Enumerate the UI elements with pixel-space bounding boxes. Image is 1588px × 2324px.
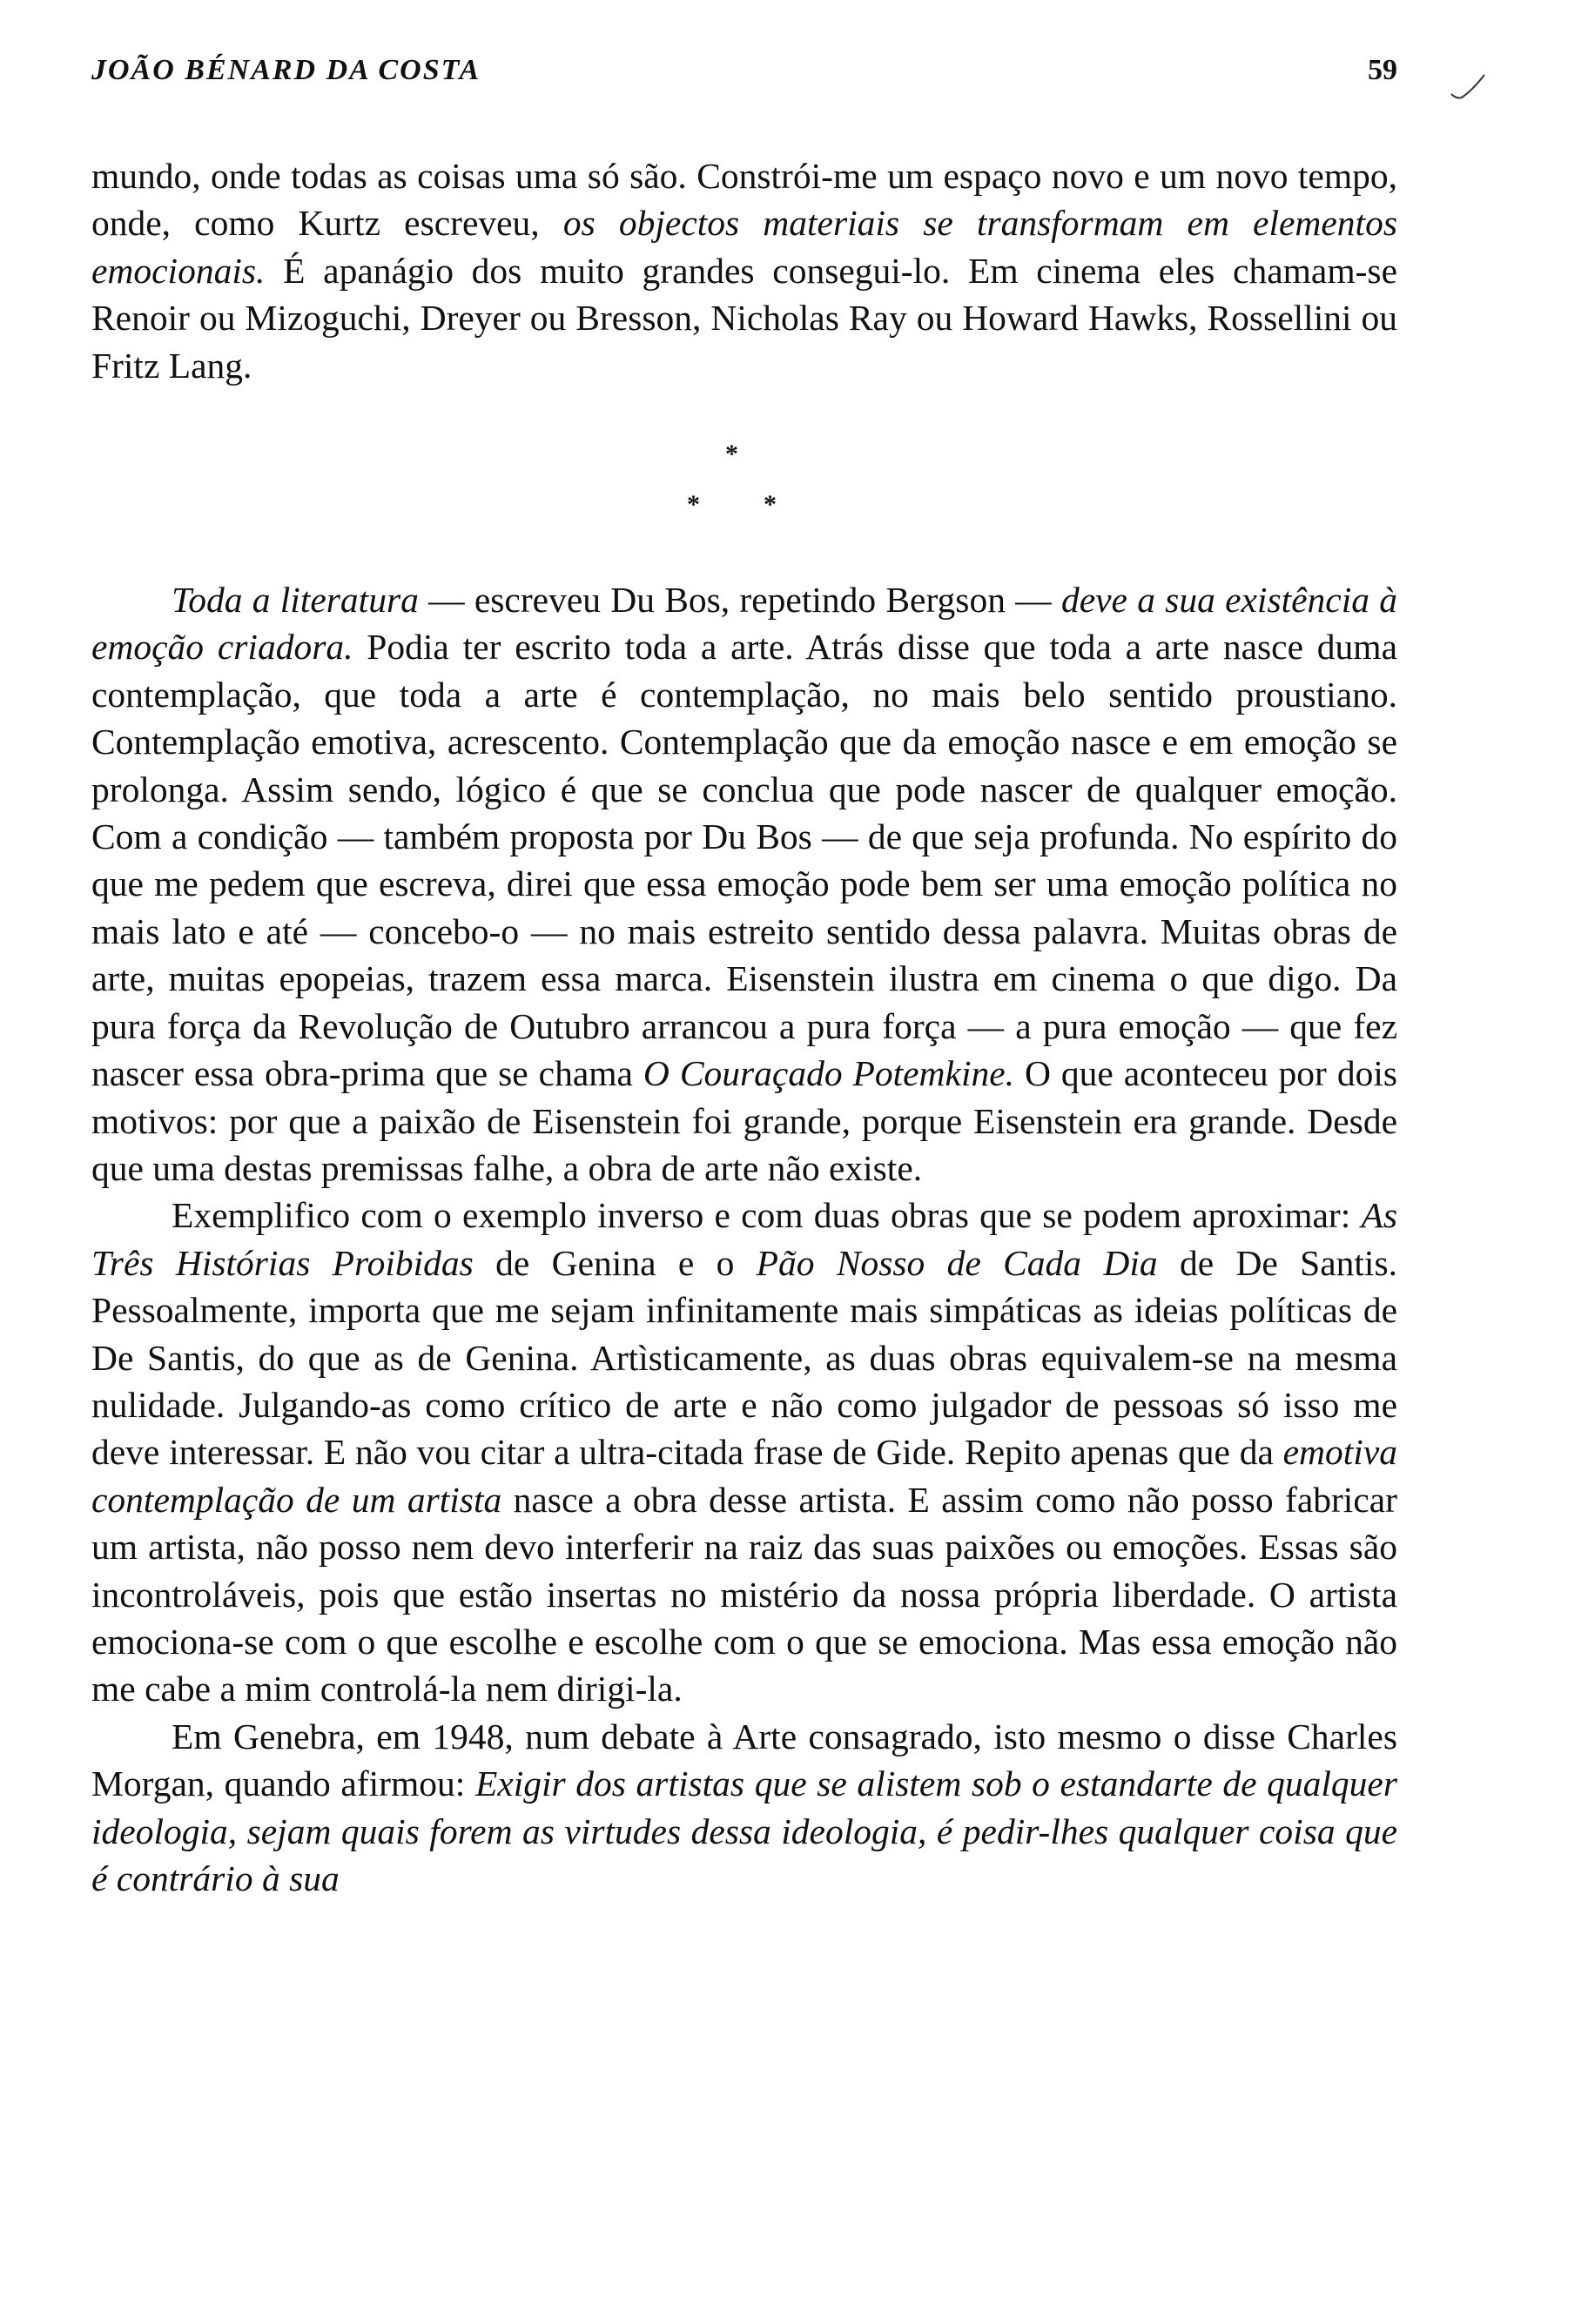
asterisk-mark: * (687, 490, 700, 520)
italic-span: Toda a literatura (172, 580, 419, 621)
paragraph-4 (91, 1713, 1397, 1903)
text-span: Podia ter escrito toda a arte. Atrás disse que toda a arte nasce duma contemplação, que toda a arte é contemplação, no mais belo sentido proustiano. Contemplação emotiva, acrescento. Contemplação que da emoção nasce e em emoção se prolonga. Assim sendo, lógico é que se conclua que pode nascer de qualquer emoção. Com a condição — também proposta por Du Bos — de que seja profunda. No espírito do que me pedem que escreva, direi que essa emoção pode bem ser uma emoção política no mais lato e até — concebo-o — no mais estreito sentido dessa palavra. Muitas obras de arte, muitas epopeias, trazem essa marca. Eisenstein ilustra em cinema o que digo. Da pura força da Revolução de Outubro arrancou a pura força — a pura emoção — que fez nascer essa obra-prima que se chama (91, 627, 1398, 1094)
italic-span: Exigir dos artistas que se alistem sob o estandarte de qualquer ideologia, sejam quais forem as virtudes dessa ideologia, é pedir-lhes qualquer coisa que é contrário à sua (91, 1763, 1397, 1898)
italic-span: os objectos materiais se transformam em elementos emocionais. (91, 203, 1397, 291)
italic-span: As Três Histórias Proibidas (91, 1195, 1397, 1283)
paragraph-1 (91, 152, 1397, 389)
paragraph-2 (91, 576, 1397, 1192)
page-number: 59 (1368, 54, 1397, 86)
text-span: mundo, onde todas as coisas uma só são. Constrói-me um espaço novo e um novo tempo, onde, como Kurtz escreveu, (91, 156, 1397, 244)
text-span: É apanágio dos muito grandes consegui-lo. Em cinema eles chamam-se Renoir ou Mizoguchi, Dreyer ou Bresson, Nicholas Ray ou Howard Hawks, Rossellini ou Fritz Lang. (91, 250, 1397, 386)
text-span: de Genina e o (473, 1242, 757, 1283)
asterisk-mark: * (725, 440, 738, 469)
italic-span: Pão Nosso de Cada Dia (756, 1242, 1158, 1283)
italic-span: deve a sua existência à emoção criadora. (91, 580, 1397, 668)
text-span: Exemplifico com o exemplo inverso e com duas obras que se podem aproximar: (172, 1195, 1362, 1236)
pencil-tick-mark (1450, 71, 1486, 101)
text-span: O que aconteceu por dois motivos: por que a paixão de Eisenstein foi grande, porque Eisenstein era grande. Desde que uma destas premissas falhe, a obra de arte não existe. (91, 1053, 1397, 1188)
text-span: — escreveu Du Bos, repetindo Bergson — (418, 580, 1061, 621)
asterisk-mark: * (764, 490, 777, 520)
italic-span: O Couraçado Potemkine. (643, 1053, 1015, 1094)
text-span: Em Genebra, em 1948, num debate à Arte consagrado, isto mesmo o disse Charles Morgan, quando afirmou: (91, 1716, 1397, 1804)
text-span: nasce a obra desse artista. E assim como não posso fabricar um artista, não posso nem devo interferir na raiz das suas paixões ou emoções. Essas são incontroláveis, pois que estão insertas no mistério da nossa própria liberdade. O artista emociona-se com o que escolhe e escolhe com o que se emociona. Mas essa emoção não me cabe a mim controlá-la nem dirigi-la. (91, 1479, 1398, 1709)
section-break-ornament (91, 389, 1397, 576)
paragraph-3 (91, 1192, 1397, 1712)
body-text (91, 152, 1397, 1902)
italic-span: emotiva contemplação de um artista (91, 1432, 1397, 1520)
running-head: JOÃO BÉNARD DA COSTA (91, 54, 481, 86)
text-span: de De Santis. Pessoalmente, importa que me sejam infinitamente mais simpáticas as ideias políticas de De Santis, do que as de Genina. Artìsticamente, as duas obras equivalem-se na mesma nulidade. Julgando-as como crítico de arte e não como julgador de pessoas só isso me deve interessar. E não vou citar a ultra-citada frase de Gide. Repito apenas que da (91, 1242, 1397, 1473)
